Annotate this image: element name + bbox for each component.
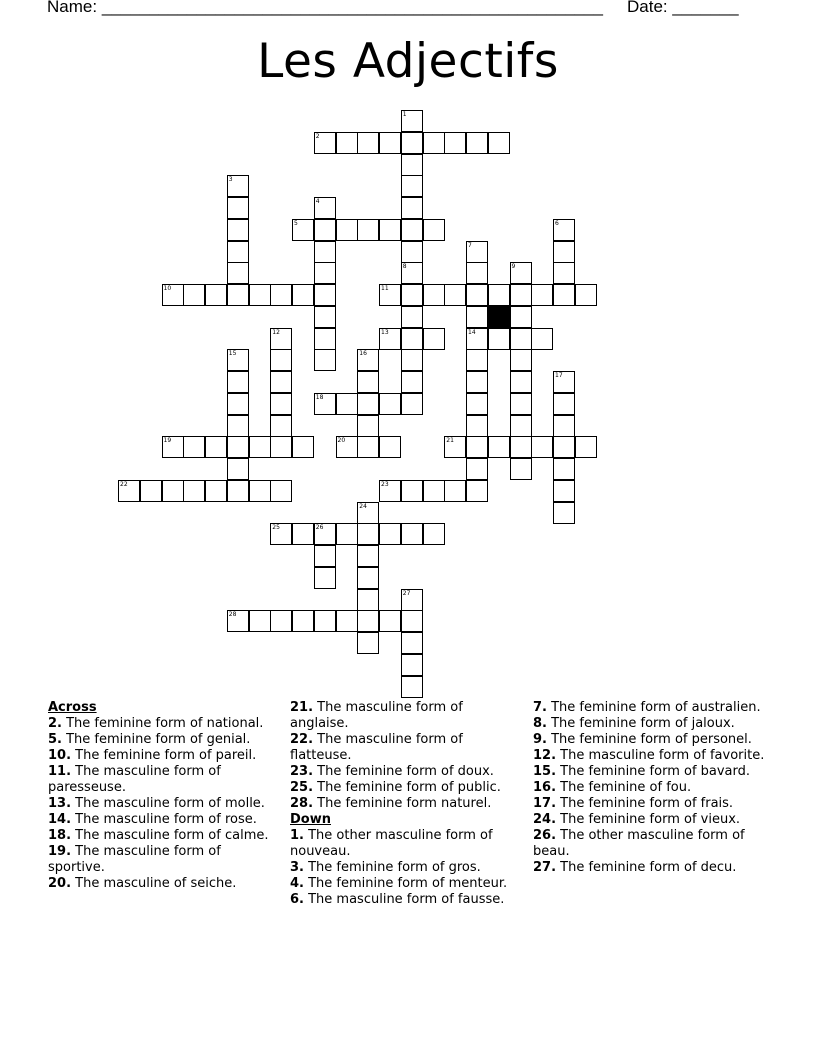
grid-cell[interactable] [357, 545, 379, 567]
clues-column-3 [533, 700, 765, 876]
grid-cell[interactable] [423, 219, 445, 241]
clue-item [48, 764, 280, 796]
grid-cell[interactable] [357, 219, 379, 241]
clue-number-label: 14 [468, 328, 476, 336]
clue-number-label: 19 [163, 437, 172, 445]
clue-number: 4. [290, 876, 304, 891]
clue-text: The masculine form of favorite. [556, 748, 765, 763]
clue-item [48, 796, 280, 812]
clue-number-label: 28 [228, 611, 237, 619]
grid-cell[interactable] [510, 306, 532, 328]
clue-number: 22. [290, 732, 314, 747]
grid-cell[interactable] [401, 306, 423, 328]
clue-number: 28. [290, 796, 314, 811]
clue-text: The masculine form of calme. [71, 828, 269, 843]
clue-item [533, 700, 765, 716]
clue-number: 6. [290, 892, 304, 907]
grid-cell[interactable] [401, 632, 423, 654]
clue-item [48, 812, 280, 828]
grid-cell[interactable] [227, 480, 249, 502]
grid-cell[interactable] [314, 306, 336, 328]
clue-item [290, 860, 522, 876]
clue-number: 18. [48, 828, 72, 843]
grid-cell[interactable] [314, 284, 336, 306]
clue-number-label: 22 [120, 480, 128, 488]
grid-cell[interactable] [227, 436, 249, 458]
clue-number-label: 24 [359, 502, 367, 510]
clue-number: 9. [533, 732, 547, 747]
grid-cell[interactable] [401, 284, 423, 306]
grid-cell[interactable] [227, 393, 249, 415]
clue-text: The feminine form of national. [61, 716, 264, 731]
clue-item [533, 716, 765, 732]
grid-cell[interactable] [553, 241, 575, 263]
grid-cell[interactable] [401, 393, 423, 415]
grid-cell[interactable] [140, 480, 162, 502]
clue-text: The feminine form of public. [313, 780, 501, 795]
grid-cell[interactable] [249, 610, 271, 632]
clue-item [48, 748, 280, 764]
clue-number-label: 15 [228, 350, 237, 358]
clue-number-label: 8 [402, 263, 407, 271]
clue-number: 23. [290, 764, 314, 779]
clue-number-label: 18 [315, 393, 324, 401]
grid-cell[interactable] [336, 219, 358, 241]
clue-text: The feminine form of bavard. [556, 764, 751, 779]
clue-number-label: 5 [294, 219, 298, 227]
clue-item [533, 732, 765, 748]
clue-item [290, 796, 522, 812]
clue-text: The feminine of fou. [556, 780, 692, 795]
grid-cell[interactable] [488, 132, 510, 154]
clue-number: 2. [48, 716, 62, 731]
clue-text: The feminine form of decu. [556, 860, 737, 875]
grid-cell[interactable] [575, 284, 597, 306]
grid-cell[interactable] [227, 458, 249, 480]
clue-number: 1. [290, 828, 304, 843]
grid-cell[interactable] [423, 523, 445, 545]
grid-cell[interactable] [379, 436, 401, 458]
grid-cell[interactable] [270, 393, 292, 415]
grid-cell[interactable] [336, 132, 358, 154]
grid-cell[interactable] [357, 132, 379, 154]
clue-number-label: 16 [359, 350, 367, 358]
grid-cell[interactable] [401, 610, 423, 632]
clue-text: The feminine form of gros. [303, 860, 481, 875]
grid-cell[interactable] [379, 610, 401, 632]
grid-cell[interactable] [314, 328, 336, 350]
grid-cell[interactable] [336, 610, 358, 632]
grid-cell[interactable] [357, 371, 379, 393]
clue-number: 25. [290, 780, 314, 795]
grid-cell[interactable] [444, 284, 466, 306]
clue-item [533, 812, 765, 828]
clue-text: The masculine of seiche. [71, 876, 237, 891]
grid-cell[interactable] [510, 349, 532, 371]
grid-cell[interactable] [357, 415, 379, 437]
clue-number: 8. [533, 716, 547, 731]
grid-cell[interactable] [553, 480, 575, 502]
grid-cell[interactable] [357, 567, 379, 589]
clue-text: The feminine form of jaloux. [546, 716, 735, 731]
grid-cell[interactable] [553, 284, 575, 306]
grid-cell[interactable] [531, 436, 553, 458]
grid-cell[interactable] [183, 436, 205, 458]
clue-number: 12. [533, 748, 557, 763]
grid-cell[interactable] [336, 523, 358, 545]
clue-number-label: 3 [228, 176, 233, 184]
grid-cell[interactable] [553, 415, 575, 437]
clue-text: The feminine form of australien. [546, 700, 761, 715]
clue-number: 16. [533, 780, 557, 795]
grid-cell[interactable] [444, 132, 466, 154]
grid-cell[interactable] [162, 480, 184, 502]
clue-text: The masculine form of flatteuse. [290, 732, 463, 763]
grid-cell[interactable] [379, 393, 401, 415]
clue-number: 10. [48, 748, 72, 763]
grid-cell[interactable] [227, 262, 249, 284]
grid-cell[interactable] [249, 284, 271, 306]
grid-cell[interactable] [401, 154, 423, 176]
name-label: Name: [47, 0, 98, 16]
grid-cell[interactable] [379, 219, 401, 241]
date-line: _______ [672, 0, 739, 16]
clue-text: The feminine form of vieux. [556, 812, 741, 827]
clue-item [48, 844, 280, 876]
grid-cell[interactable] [401, 371, 423, 393]
clue-number: 24. [533, 812, 557, 827]
clue-item [290, 732, 522, 764]
grid-cell[interactable] [227, 197, 249, 219]
grid-cell[interactable] [314, 545, 336, 567]
grid-cell[interactable] [466, 262, 488, 284]
grid-cell[interactable] [510, 284, 532, 306]
grid-cell[interactable] [423, 132, 445, 154]
clues-column-2 [290, 700, 522, 908]
grid-cell[interactable] [423, 328, 445, 350]
clue-item [48, 828, 280, 844]
grid-cell[interactable] [205, 480, 227, 502]
clue-item [48, 732, 280, 748]
grid-cell[interactable] [314, 262, 336, 284]
clue-number: 19. [48, 844, 72, 859]
grid-cell[interactable] [314, 349, 336, 371]
clue-number: 17. [533, 796, 557, 811]
clue-text: The masculine form of anglaise. [290, 700, 463, 731]
grid-cell[interactable] [314, 610, 336, 632]
page-title: Les Adjectifs [257, 34, 559, 89]
grid-cell[interactable] [249, 480, 271, 502]
grid-cell[interactable] [423, 480, 445, 502]
grid-cell[interactable] [183, 284, 205, 306]
grid-cell[interactable] [292, 436, 314, 458]
grid-cell[interactable] [466, 458, 488, 480]
clue-item [533, 764, 765, 780]
clue-text: The masculine form of paresseuse. [48, 764, 221, 795]
grid-cell[interactable] [553, 436, 575, 458]
grid-cell[interactable] [466, 415, 488, 437]
grid-cell[interactable] [488, 328, 510, 350]
grid-cell[interactable] [466, 284, 488, 306]
clue-number-label: 12 [272, 328, 280, 336]
grid-cell[interactable] [553, 262, 575, 284]
clues-column-1 [48, 700, 280, 892]
clue-number: 11. [48, 764, 72, 779]
clue-number: 27. [533, 860, 557, 875]
clue-text: The feminine form of genial. [61, 732, 251, 747]
grid-cell[interactable] [379, 523, 401, 545]
grid-cell[interactable] [488, 436, 510, 458]
clue-number-label: 4 [315, 198, 320, 205]
grid-cell[interactable] [401, 523, 423, 545]
grid-cell[interactable] [270, 610, 292, 632]
grid-cell[interactable] [205, 436, 227, 458]
grid-cell[interactable] [510, 328, 532, 350]
clue-text: The feminine form of doux. [313, 764, 494, 779]
grid-cell[interactable] [401, 241, 423, 263]
clue-number: 20. [48, 876, 72, 891]
grid-cell[interactable] [510, 436, 532, 458]
grid-cell[interactable] [379, 132, 401, 154]
grid-cell[interactable] [357, 523, 379, 545]
clue-number-label: 1 [402, 111, 407, 118]
clue-section-header: Across [48, 700, 97, 715]
clue-item [533, 748, 765, 764]
clue-number-label: 21 [446, 437, 454, 445]
grid-cell[interactable] [401, 197, 423, 219]
grid-cell[interactable] [270, 349, 292, 371]
grid-cell[interactable] [401, 219, 423, 241]
clue-number: 21. [290, 700, 314, 715]
clue-number-label: 26 [315, 524, 324, 532]
grid-cell[interactable] [510, 393, 532, 415]
clue-number-label: 17 [555, 372, 563, 379]
grid-cell[interactable] [292, 284, 314, 306]
grid-cell[interactable] [227, 371, 249, 393]
grid-cell[interactable] [510, 415, 532, 437]
grid-cell[interactable] [444, 480, 466, 502]
grid-cell[interactable] [314, 567, 336, 589]
clue-item [290, 828, 522, 860]
grid-cell[interactable] [270, 371, 292, 393]
clue-text: The feminine form of pareil. [71, 748, 257, 763]
clue-number-label: 25 [272, 524, 280, 532]
clue-number-label: 6 [555, 219, 559, 227]
grid-cell[interactable] [466, 436, 488, 458]
grid-cell[interactable] [227, 219, 249, 241]
clue-number-label: 13 [381, 328, 389, 336]
grid-cell[interactable] [553, 393, 575, 415]
grid-cell[interactable] [270, 415, 292, 437]
clue-text: The feminine form of personel. [546, 732, 752, 747]
grid-cell[interactable] [292, 610, 314, 632]
grid-cell[interactable] [553, 502, 575, 524]
clue-number: 5. [48, 732, 62, 747]
grid-cell[interactable] [466, 349, 488, 371]
grid-cell[interactable] [357, 436, 379, 458]
grid-cell[interactable] [357, 393, 379, 415]
clue-item [48, 716, 280, 732]
clue-number-label: 10 [163, 285, 172, 292]
grid-cell[interactable] [227, 284, 249, 306]
grid-cell[interactable] [575, 436, 597, 458]
grid-cell[interactable] [466, 480, 488, 502]
clue-item [290, 700, 522, 732]
grid-cell[interactable] [401, 480, 423, 502]
clue-number-label: 2 [315, 132, 320, 140]
clue-number: 14. [48, 812, 72, 827]
grid-cell[interactable] [292, 523, 314, 545]
grid-cell[interactable] [401, 676, 423, 698]
clue-number-label: 27 [402, 589, 411, 597]
grid-cell[interactable] [227, 241, 249, 263]
clue-text: The feminine form naturel. [313, 796, 492, 811]
grid-cell[interactable] [466, 371, 488, 393]
grid-cell[interactable] [270, 284, 292, 306]
grid-cell[interactable] [401, 175, 423, 197]
clue-number-label: 11 [381, 285, 389, 292]
clue-item [290, 780, 522, 796]
clue-text: The other masculine form of beau. [533, 828, 745, 859]
clue-number: 26. [533, 828, 557, 843]
grid-cell[interactable] [466, 306, 488, 328]
grid-cell[interactable] [423, 284, 445, 306]
clue-text: The other masculine form of nouveau. [290, 828, 493, 859]
grid-cell[interactable] [183, 480, 205, 502]
clue-text: The feminine form of frais. [556, 796, 734, 811]
grid-cell[interactable] [510, 458, 532, 480]
clue-number-label: 23 [381, 480, 389, 488]
clue-number-label: 7 [468, 241, 472, 249]
grid-cell[interactable] [336, 393, 358, 415]
clue-item [533, 828, 765, 860]
grid-cell[interactable] [401, 328, 423, 350]
grid-cell[interactable] [488, 284, 510, 306]
grid-cell[interactable] [401, 132, 423, 154]
grid-cell[interactable] [270, 480, 292, 502]
clue-section-header: Down [290, 812, 331, 827]
clue-item [533, 860, 765, 876]
grid-cell[interactable] [205, 284, 227, 306]
clue-text: The masculine form of rose. [71, 812, 257, 827]
grid-cell[interactable] [314, 241, 336, 263]
clue-number: 7. [533, 700, 547, 715]
grid-cell[interactable] [357, 610, 379, 632]
grid-cell[interactable] [357, 589, 379, 611]
grid-cell[interactable] [466, 393, 488, 415]
grid-cell[interactable] [227, 415, 249, 437]
clue-number-label: 20 [337, 437, 346, 445]
grid-cell[interactable] [401, 349, 423, 371]
grid-cell[interactable] [510, 371, 532, 393]
date-label: Date: [627, 0, 668, 16]
grid-cell[interactable] [531, 284, 553, 306]
grid-cell[interactable] [249, 436, 271, 458]
black-square [488, 306, 510, 328]
clue-number-label: 9 [511, 263, 516, 271]
clue-item [48, 876, 280, 892]
grid-cell[interactable] [357, 632, 379, 654]
clue-text: The masculine form of sportive. [48, 844, 221, 875]
clue-item [290, 764, 522, 780]
clue-number: 3. [290, 860, 304, 875]
grid-cell[interactable] [531, 328, 553, 350]
grid-cell[interactable] [314, 219, 336, 241]
grid-cell[interactable] [553, 458, 575, 480]
clue-text: The feminine form of menteur. [303, 876, 508, 891]
clue-item [533, 796, 765, 812]
clue-item [290, 892, 522, 908]
clue-item [290, 876, 522, 892]
clue-number: 13. [48, 796, 72, 811]
grid-cell[interactable] [401, 654, 423, 676]
clue-item [533, 780, 765, 796]
clue-number: 15. [533, 764, 557, 779]
name-line: _____________________________________________________ [101, 0, 603, 16]
clue-text: The masculine form of fausse. [303, 892, 505, 907]
grid-cell[interactable] [466, 132, 488, 154]
clue-text: The masculine form of molle. [71, 796, 265, 811]
grid-cell[interactable] [270, 436, 292, 458]
